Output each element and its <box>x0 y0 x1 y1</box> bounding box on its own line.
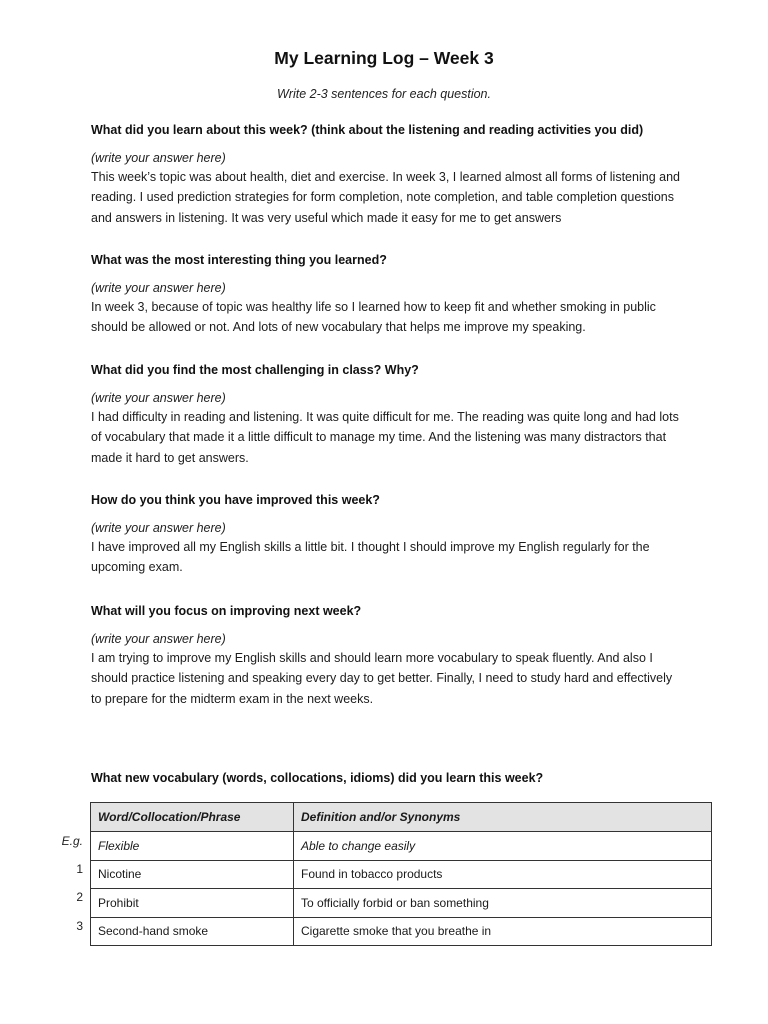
question-block-1 <box>91 121 681 228</box>
header-definition: Definition and/or Synonyms <box>294 803 712 832</box>
table-row <box>91 860 712 889</box>
question-2: What was the most interesting thing you learned? <box>91 253 387 267</box>
vocabulary-question: What new vocabulary (words, collocations, idioms) did you learn this week? <box>91 771 544 785</box>
page-title: My Learning Log – Week 3 <box>274 48 494 68</box>
word-cell: Flexible <box>91 832 294 861</box>
question-5: What will you focus on improving next week? <box>91 604 362 618</box>
definition-cell: Cigarette smoke that you breathe in <box>294 917 712 946</box>
word-cell: Second-hand smoke <box>91 917 294 946</box>
answer-hint-1: (write your answer here) <box>91 151 226 165</box>
table-row <box>91 889 712 918</box>
question-3: What did you find the most challenging in class? Why? <box>91 363 419 377</box>
question-1: What did you learn about this week? (think about the listening and reading activities you did) <box>91 123 644 137</box>
row-label-1: 1 <box>76 862 83 876</box>
answer-5: I am trying to improve my English skills and should learn more vocabulary to speak fluently. And also I should practice listening and speaking every day to get better. Finally, I need to study hard and effectively to prepare for the midterm exam in the next weeks. <box>91 651 673 706</box>
vocabulary-table <box>90 802 712 946</box>
table-header-row <box>91 803 712 832</box>
word-cell: Prohibit <box>91 889 294 918</box>
answer-4: I have improved all my English skills a little bit. I thought I should improve my English regularly for the upcoming exam. <box>91 540 650 575</box>
question-block-2 <box>91 251 681 338</box>
row-label-2: 2 <box>76 890 83 904</box>
question-block-5 <box>91 602 681 709</box>
answer-3: I had difficulty in reading and listening. It was quite difficult for me. The reading was quite long and had lots of vocabulary that made it a little difficult to manage my time. And the listening was many distractors that made it hard to get answers. <box>91 410 679 465</box>
definition-cell: Able to change easily <box>294 832 712 861</box>
page-subtitle: Write 2-3 sentences for each question. <box>276 87 491 101</box>
answer-1: This week’s topic was about health, diet and exercise. In week 3, I learned almost all forms of listening and reading. I used prediction strategies for form completion, note completion, and table completion questions and answers in listening. It was very useful which made it easy for me to get answers <box>91 170 680 225</box>
row-label-3: 3 <box>76 919 83 933</box>
table-row <box>91 917 712 946</box>
row-label-example: E.g. <box>61 834 83 848</box>
definition-cell: Found in tobacco products <box>294 860 712 889</box>
question-4: How do you think you have improved this week? <box>91 493 380 507</box>
answer-hint-4: (write your answer here) <box>91 521 226 535</box>
word-cell: Nicotine <box>91 860 294 889</box>
answer-2: In week 3, because of topic was healthy life so I learned how to keep fit and whether smoking in public should be allowed or not. And lots of new vocabulary that helps me improve my speaking. <box>91 300 656 335</box>
table-row <box>91 832 712 861</box>
answer-hint-2: (write your answer here) <box>91 281 226 295</box>
answer-hint-5: (write your answer here) <box>91 632 226 646</box>
answer-hint-3: (write your answer here) <box>91 391 226 405</box>
question-block-3 <box>91 361 681 468</box>
question-block-4 <box>91 491 681 578</box>
header-word: Word/Collocation/Phrase <box>91 803 294 832</box>
definition-cell: To officially forbid or ban something <box>294 889 712 918</box>
